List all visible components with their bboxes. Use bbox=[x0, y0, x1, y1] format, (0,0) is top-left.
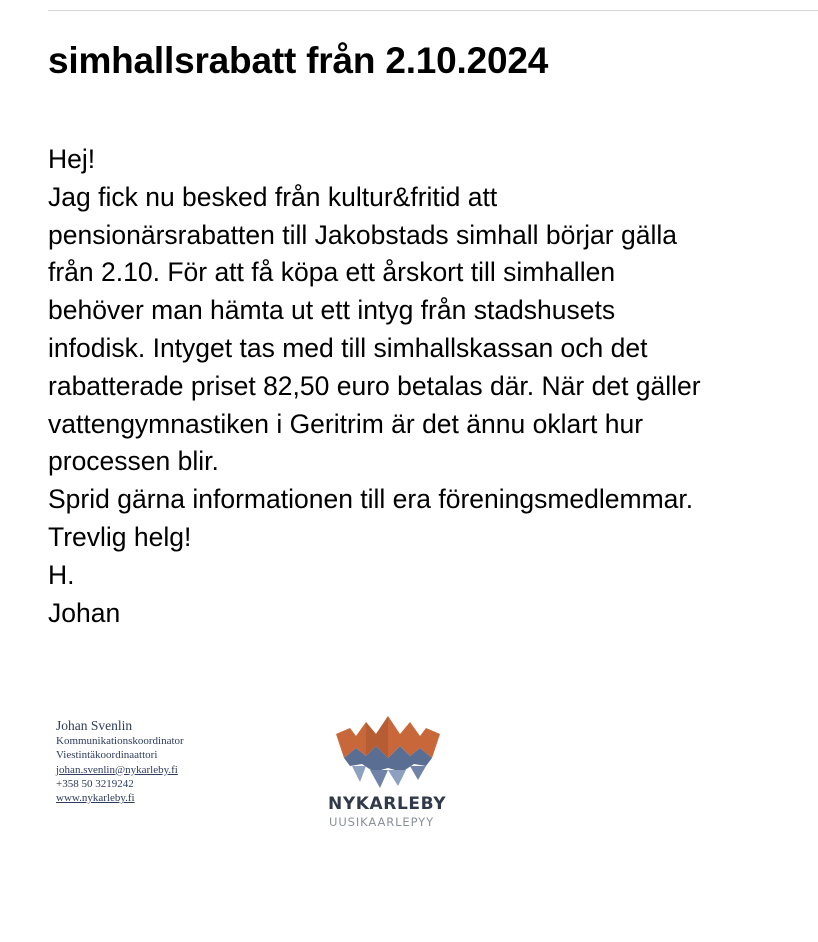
body-line: Sprid gärna informationen till era föreningsmedlemmar. bbox=[48, 484, 694, 515]
body-line: vattengymnastiken i Geritrim är det ännu oklart hur bbox=[48, 408, 644, 439]
body-line: processen blir. bbox=[48, 446, 219, 477]
body-line: infodisk. Intyget tas med till simhallskassan och det bbox=[48, 332, 648, 363]
body-line: Jag fick nu besked från kultur&fritid att bbox=[48, 181, 498, 212]
body-line: Hej! bbox=[48, 144, 96, 174]
body-line: behöver man hämta ut ett intyg från stadshusets bbox=[48, 295, 616, 326]
top-divider bbox=[48, 10, 818, 11]
body-line: Trevlig helg! bbox=[48, 521, 192, 552]
email-body bbox=[48, 141, 813, 632]
body-line: pensionärsrabatten till Jakobstads simhall börjar gälla bbox=[48, 219, 677, 250]
signature-email-link[interactable]: johan.svenlin@nykarleby.fi bbox=[56, 763, 178, 776]
body-line: rabatterade priset 82,50 euro betalas där. När det gäller bbox=[48, 370, 701, 401]
signature-website-link[interactable]: www.nykarleby.fi bbox=[56, 792, 135, 805]
body-line: H. bbox=[48, 559, 75, 590]
nykarleby-crown-logo-icon bbox=[336, 714, 440, 788]
signature-title-sv: Kommunikationskoordinator bbox=[56, 735, 184, 747]
email-subject: simhallsrabatt från 2.10.2024 bbox=[48, 40, 549, 81]
logo-name: NYKARLEBY bbox=[328, 794, 447, 814]
signature-name: Johan Svenlin bbox=[56, 718, 133, 733]
body-line: från 2.10. För att få köpa ett årskort till simhallen bbox=[48, 257, 616, 288]
nykarleby-logo bbox=[328, 714, 448, 832]
logo-subtitle: UUSIKAARLEPYY bbox=[329, 815, 435, 829]
body-line: Johan bbox=[48, 597, 121, 628]
email-signature bbox=[56, 717, 184, 805]
signature-phone: +358 50 3219242 bbox=[56, 777, 134, 790]
signature-title-fi: Viestintäkoordinaattori bbox=[56, 749, 158, 762]
